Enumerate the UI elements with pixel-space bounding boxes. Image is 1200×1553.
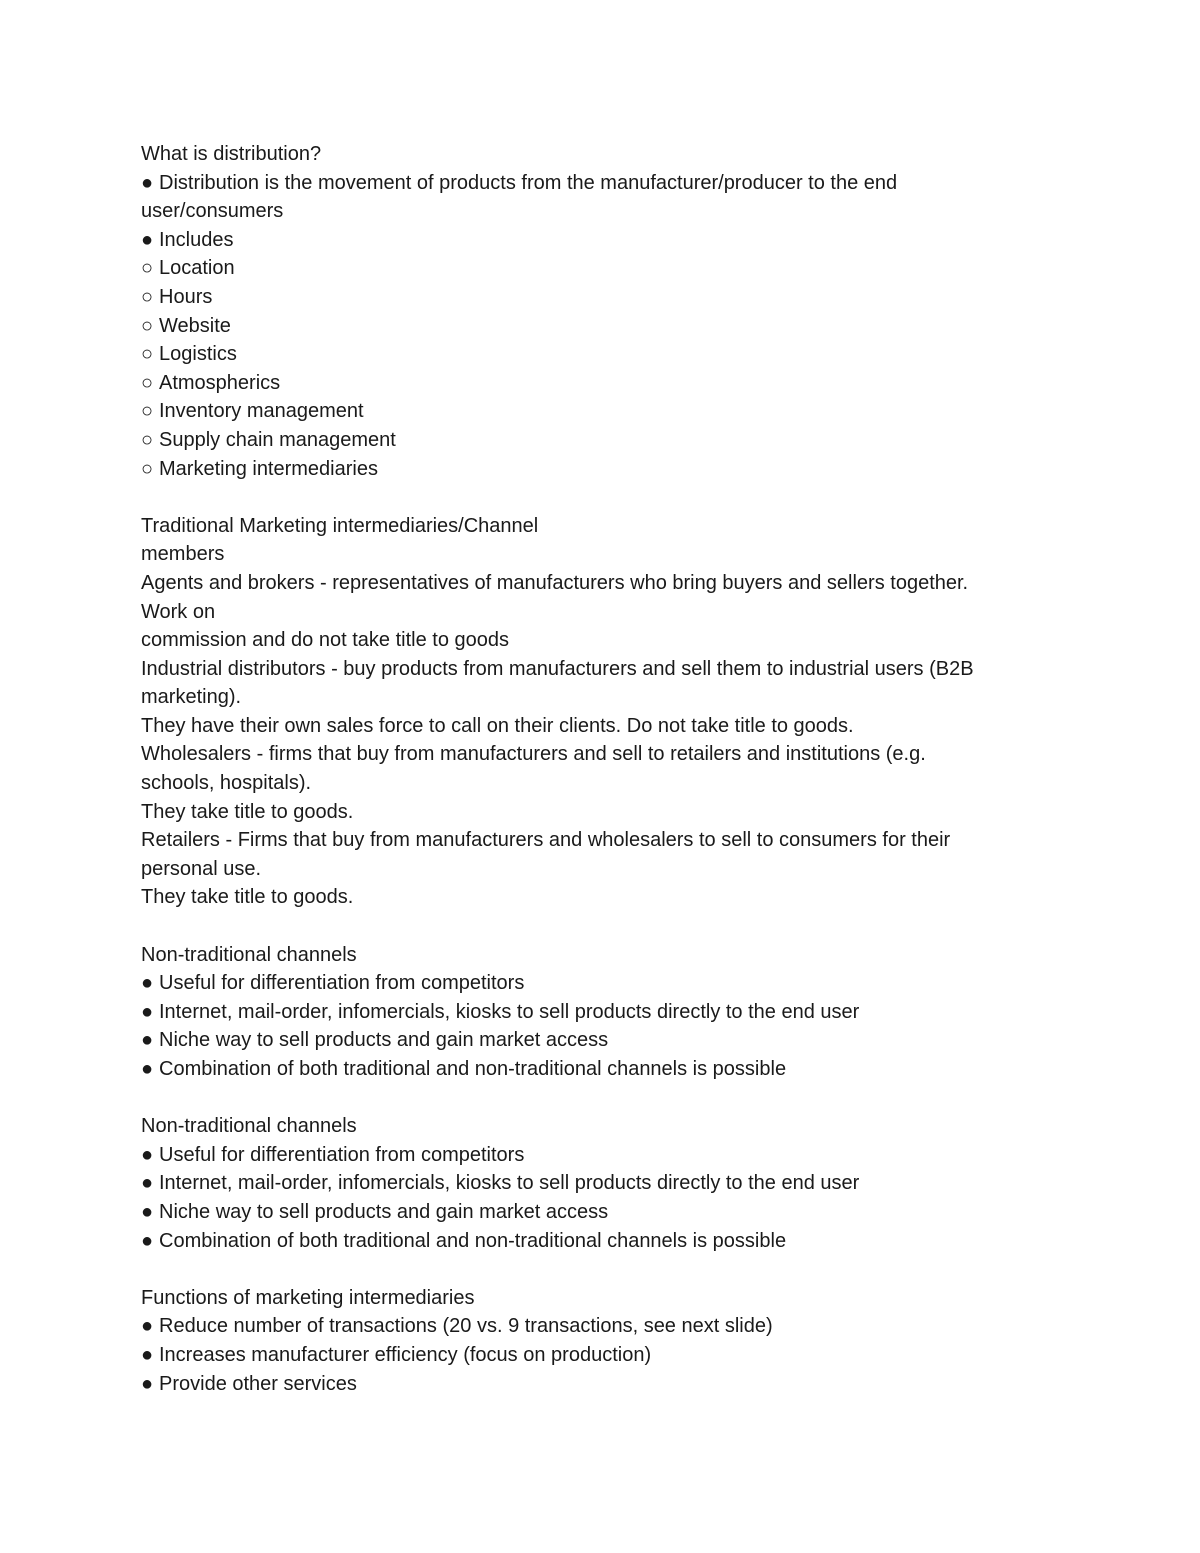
bullet-item — [141, 169, 1051, 198]
bullet-item — [141, 1141, 1051, 1170]
sub-bullet-text: Atmospherics — [159, 371, 281, 394]
bullet-text: Reduce number of transactions (20 vs. 9 transactions, see next slide) — [159, 1315, 773, 1338]
sub-bullet-text: Marketing intermediaries — [159, 457, 378, 480]
bullet-item — [141, 1312, 1051, 1341]
sub-bullet-text: Location — [159, 257, 235, 280]
paragraph-gap — [141, 1255, 1051, 1284]
bullet-item — [141, 1198, 1051, 1227]
bullet-text-continuation: user/consumers — [141, 200, 284, 223]
paragraph-gap — [141, 483, 1051, 512]
sub-bullet-icon: ○ — [141, 428, 154, 451]
section-heading-non-traditional-channels: Non-traditional channels — [141, 1115, 357, 1138]
text-line: schools, hospitals). — [141, 772, 312, 795]
bullet-text: Useful for differentiation from competitors — [159, 972, 525, 995]
sub-bullet-item — [141, 312, 1051, 341]
bullet-item — [141, 1055, 1051, 1084]
sub-bullet-text: Hours — [159, 285, 213, 308]
bullet-icon: ● — [141, 171, 154, 194]
text-line: Wholesalers - firms that buy from manufacturers and sell to retailers and institutions (e.g. — [141, 743, 926, 766]
section-heading-non-traditional-channels: Non-traditional channels — [141, 943, 357, 966]
sub-bullet-icon: ○ — [141, 314, 154, 337]
sub-bullet-icon: ○ — [141, 257, 154, 280]
text-line: They take title to goods. — [141, 800, 354, 823]
bullet-text: Niche way to sell products and gain market access — [159, 1029, 609, 1052]
sub-bullet-text: Supply chain management — [159, 428, 396, 451]
text-line: Industrial distributors - buy products from manufacturers and sell them to industrial users (B2B — [141, 657, 974, 680]
bullet-text: Combination of both traditional and non-traditional channels is possible — [159, 1058, 787, 1080]
sub-bullet-text: Logistics — [159, 343, 237, 366]
text-line: members — [141, 543, 225, 566]
sub-bullet-text: Website — [159, 314, 231, 337]
bullet-item — [141, 998, 1051, 1027]
text-line: marketing). — [141, 686, 242, 709]
bullet-text: Provide other services — [159, 1372, 357, 1395]
bullet-item — [141, 969, 1051, 998]
sub-bullet-icon: ○ — [141, 457, 154, 480]
text-line: Retailers - Firms that buy from manufacturers and wholesalers to sell to consumers for their — [141, 829, 951, 852]
bullet-icon: ● — [141, 228, 154, 251]
text-line: personal use. — [141, 857, 262, 880]
bullet-icon: ● — [141, 1143, 154, 1166]
section-heading-functions-of-intermediaries: Functions of marketing intermediaries — [141, 1286, 475, 1309]
text-line: They have their own sales force to call on their clients. Do not take title to goods. — [141, 714, 854, 737]
sub-bullet-item — [141, 254, 1051, 283]
bullet-icon: ● — [141, 1372, 154, 1395]
sub-bullet-icon: ○ — [141, 285, 154, 308]
bullet-icon: ● — [141, 1343, 154, 1366]
bullet-icon: ● — [141, 1058, 154, 1080]
bullet-text: Niche way to sell products and gain market access — [159, 1200, 609, 1223]
sub-bullet-text: Inventory management — [159, 400, 364, 423]
bullet-text: Internet, mail-order, infomercials, kiosks to sell products directly to the end user — [159, 1000, 860, 1023]
bullet-icon: ● — [141, 972, 154, 995]
sub-bullet-item — [141, 397, 1051, 426]
bullet-icon: ● — [141, 1229, 154, 1252]
bullet-text: Useful for differentiation from competitors — [159, 1143, 525, 1166]
text-line: commission and do not take title to goods — [141, 629, 509, 652]
paragraph-gap — [141, 912, 1051, 941]
sub-bullet-item — [141, 340, 1051, 369]
sub-bullet-item — [141, 426, 1051, 455]
bullet-text: Distribution is the movement of products from the manufacturer/producer to the end — [159, 171, 898, 194]
bullet-item — [141, 226, 1051, 255]
sub-bullet-item — [141, 455, 1051, 484]
text-line: Work on — [141, 600, 216, 623]
bullet-icon: ● — [141, 1200, 154, 1223]
bullet-text: Combination of both traditional and non-traditional channels is possible — [159, 1229, 787, 1252]
sub-bullet-icon: ○ — [141, 371, 154, 394]
bullet-icon: ● — [141, 1029, 154, 1052]
sub-bullet-item — [141, 369, 1051, 398]
bullet-item — [141, 1370, 1051, 1399]
bullet-item — [141, 1227, 1051, 1256]
bullet-icon: ● — [141, 1000, 154, 1023]
text-line: They take title to goods. — [141, 886, 354, 909]
bullet-text: Includes — [159, 228, 234, 251]
bullet-item — [141, 1169, 1051, 1198]
sub-bullet-icon: ○ — [141, 400, 154, 423]
bullet-item — [141, 1026, 1051, 1055]
document-body — [141, 140, 1051, 1398]
bullet-icon: ● — [141, 1315, 154, 1338]
bullet-item — [141, 1341, 1051, 1370]
paragraph-gap — [141, 1084, 1051, 1113]
section-heading-what-is-distribution: What is distribution? — [141, 143, 322, 165]
bullet-text: Increases manufacturer efficiency (focus on production) — [159, 1343, 652, 1366]
text-line: Agents and brokers - representatives of manufacturers who bring buyers and sellers together. — [141, 571, 969, 594]
sub-bullet-icon: ○ — [141, 343, 154, 366]
bullet-icon: ● — [141, 1172, 154, 1195]
sub-bullet-item — [141, 283, 1051, 312]
bullet-text: Internet, mail-order, infomercials, kiosks to sell products directly to the end user — [159, 1172, 860, 1195]
section-heading-traditional-intermediaries: Traditional Marketing intermediaries/Channel — [141, 514, 539, 537]
